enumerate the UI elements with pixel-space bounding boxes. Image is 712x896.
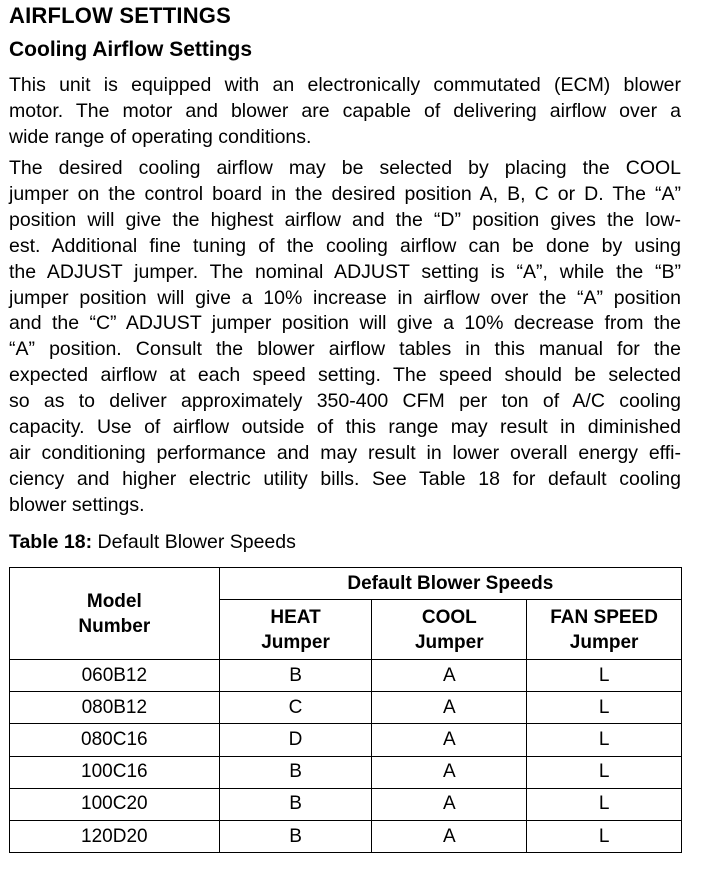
- header-line1: FAN SPEED: [550, 606, 658, 628]
- fan-cell: L: [527, 756, 682, 788]
- fan-cell: L: [527, 820, 682, 852]
- cool-cell: A: [372, 756, 527, 788]
- model-cell: 060B12: [10, 660, 220, 692]
- header-line1: COOL: [421, 606, 477, 628]
- cool-cell: A: [372, 724, 527, 756]
- paragraph-line: expected airflow at each speed setting. The speed should be selected: [9, 364, 681, 387]
- header-line2: Jumper: [569, 631, 639, 653]
- heat-cell: D: [219, 724, 372, 756]
- header-line1: HEAT: [270, 606, 321, 628]
- cool-cell: A: [372, 692, 527, 724]
- table-header-row: [10, 568, 682, 600]
- fan-cell: L: [527, 660, 682, 692]
- table-row: [10, 724, 682, 756]
- default-blower-speeds-table: [9, 567, 682, 853]
- fan-cell: L: [527, 692, 682, 724]
- heat-jumper-header: [219, 600, 372, 660]
- paragraph-line: air conditioning performance and may result in lower overall energy effi-: [9, 441, 681, 464]
- table-row: [10, 820, 682, 852]
- subsection-title: Cooling Airflow Settings: [9, 38, 253, 61]
- paragraph-line: est. Additional fine tuning of the cooling airflow can be done by using: [9, 234, 681, 257]
- paragraph-line: so as to deliver approximately 350-400 CFM per ton of A/C cooling: [9, 390, 681, 413]
- model-cell: 100C20: [10, 788, 220, 820]
- model-cell: 120D20: [10, 820, 220, 852]
- paragraph-line: “A” position. Consult the blower airflow tables in this manual for the: [9, 338, 681, 361]
- model-number-header: [10, 568, 220, 660]
- table-row: [10, 788, 682, 820]
- model-header-line1: Model: [86, 590, 142, 612]
- paragraph-line: the ADJUST jumper. The nominal ADJUST setting is “A”, while the “B”: [9, 260, 681, 283]
- cool-cell: A: [372, 820, 527, 852]
- table-caption-label: Table 18:: [9, 531, 93, 553]
- paragraph-line: motor. The motor and blower are capable of delivering airflow over a: [9, 99, 681, 122]
- table-row: [10, 756, 682, 788]
- fan-cell: L: [527, 788, 682, 820]
- paragraph-line: wide range of operating conditions.: [9, 125, 312, 148]
- model-cell: 080C16: [10, 724, 220, 756]
- model-header-line2: Number: [78, 615, 151, 637]
- header-line2: Jumper: [414, 631, 484, 653]
- default-blower-speeds-header: Default Blower Speeds: [219, 568, 681, 600]
- cool-jumper-header: [372, 600, 527, 660]
- paragraph-line: This unit is equipped with an electronically commutated (ECM) blower: [9, 74, 681, 96]
- section-title: AIRFLOW SETTINGS: [9, 3, 231, 28]
- model-cell: 080B12: [10, 692, 220, 724]
- paragraph-intro: [9, 73, 681, 151]
- heat-cell: B: [219, 756, 372, 788]
- paragraph-line: jumper position will give a 10% increase in airflow over the “A” position: [9, 286, 681, 309]
- model-cell: 100C16: [10, 756, 220, 788]
- paragraph-line: position will give the highest airflow and the “D” position gives the low-: [9, 208, 681, 231]
- heat-cell: C: [219, 692, 372, 724]
- table-caption-title: Default Blower Speeds: [92, 531, 296, 553]
- header-line2: Jumper: [261, 631, 330, 653]
- paragraph-line: The desired cooling airflow may be selected by placing the COOL: [9, 157, 681, 179]
- paragraph-line: and the “C” ADJUST jumper position will give a 10% decrease from the: [9, 312, 681, 335]
- table-row: [10, 692, 682, 724]
- paragraph-line: blower settings.: [9, 493, 145, 516]
- table-row: [10, 660, 682, 692]
- paragraph-line: ciency and higher electric utility bills. See Table 18 for default cooling: [9, 467, 681, 490]
- table-caption: [9, 531, 296, 554]
- heat-cell: B: [219, 660, 372, 692]
- heat-cell: B: [219, 788, 372, 820]
- fan-speed-jumper-header: [527, 600, 682, 660]
- cool-cell: A: [372, 788, 527, 820]
- paragraph-line: capacity. Use of airflow outside of this range may result in diminished: [9, 416, 681, 439]
- cool-cell: A: [372, 660, 527, 692]
- fan-cell: L: [527, 724, 682, 756]
- heat-cell: B: [219, 820, 372, 852]
- paragraph-line: jumper on the control board in the desired position A, B, C or D. The “A”: [9, 182, 681, 205]
- paragraph-cooling-airflow: [9, 156, 681, 519]
